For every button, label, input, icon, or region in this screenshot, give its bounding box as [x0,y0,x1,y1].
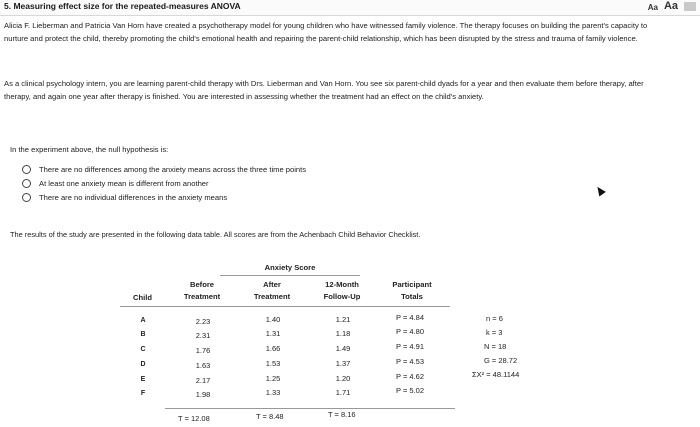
participant-total: P = 4.84 [396,313,425,322]
results-intro: The results of the study are presented in the following data table. All scores are from the Achenbach Child Behavior Checklist. [10,230,421,239]
font-increase-button[interactable]: Aa [663,0,678,12]
before-cell: 1.76 [195,346,211,355]
column-header-before [172,279,232,303]
answer-option-3[interactable] [22,190,306,204]
stat-G: G = 28.72 [484,356,518,365]
mouse-pointer-icon [594,185,606,197]
participant-total: P = 5.02 [396,386,425,395]
question-prompt: In the experiment above, the null hypothesis is: [10,145,169,154]
followup-cell: 1.20 [335,374,351,383]
header-rule [120,306,450,307]
followup-cell: 1.18 [335,329,351,338]
column-header-child: Child [133,293,152,302]
column-header-line: Follow-Up [323,292,361,301]
followup-cell: 1.37 [335,359,351,368]
followup-cell: 1.21 [335,315,351,324]
before-cell: 1.98 [195,390,211,399]
after-cell: 1.33 [265,388,281,397]
participant-total: P = 4.62 [396,372,425,381]
expand-icon[interactable] [684,2,696,11]
participant-total: P = 4.53 [396,357,425,366]
after-cell: 1.40 [265,315,281,324]
stat-N: N = 18 [484,342,507,351]
column-header-line: Treatment [253,292,291,301]
scenario-paragraph-2: As a clinical psychology intern, you are learning parent-child therapy with Drs. Lieberman and Van Horn. You see six parent-child dyads for a year and then evaluate them before therapy, after therapy, and again one year after therapy is finished. You are interested in assessing whether the treatment had an effect on the child's anxiety. [4,79,644,101]
child-label: B [140,331,146,338]
group-header: Anxiety Score [264,263,316,272]
answer-option-2[interactable] [22,176,306,190]
after-cell: 1.66 [265,344,281,353]
font-size-toggle[interactable] [648,0,678,12]
treatment-total-after: T = 8.48 [256,412,284,421]
column-header-followup [312,279,372,303]
answer-options [22,162,306,204]
radio-button[interactable] [22,193,31,202]
anxiety-data-table [120,262,550,427]
child-label: C [140,346,146,353]
after-cell: 1.25 [265,374,281,383]
answer-option-label: There are no differences among the anxiety means across the three time points [39,164,307,174]
question-header [0,0,700,16]
group-header-rule [220,275,360,276]
child-label: D [140,361,146,368]
participant-total: P = 4.80 [396,327,425,336]
column-header-line: After [263,280,281,289]
child-label: E [140,376,146,383]
before-cell: 2.17 [195,376,211,385]
column-header-line: Treatment [183,292,221,301]
answer-option-label: There are no individual differences in the anxiety means [39,192,228,202]
followup-cell: 1.49 [335,344,351,353]
before-cell: 2.31 [195,331,211,340]
column-header-line: Before [189,280,215,289]
answer-option-label: At least one anxiety mean is different from another [39,178,209,188]
column-header-totals [378,279,446,303]
participant-total: P = 4.91 [396,342,425,351]
column-header-line: 12-Month [325,280,359,289]
answer-option-1[interactable] [22,162,306,176]
after-cell: 1.31 [265,329,281,338]
after-cell: 1.53 [265,359,281,368]
treatment-total-before: T = 12.08 [178,414,210,423]
totals-rule [165,408,455,409]
stat-k: k = 3 [486,328,503,337]
column-header-after [242,279,302,303]
question-title: 5. Measuring effect size for the repeated-measures ANOVA [4,1,241,11]
column-header-line: Totals [401,292,423,301]
font-decrease-button[interactable]: Aa [647,3,658,12]
column-header-line: Participant [392,280,432,289]
followup-cell: 1.71 [335,388,351,397]
stat-n: n = 6 [486,314,503,323]
treatment-total-followup: T = 8.16 [328,410,356,419]
scenario-paragraph-1: Alicia F. Lieberman and Patricia Van Horn have created a psychotherapy model for young children who have witnessed family violence. The therapy focuses on building the parent's capacity to nurture and protect the child, thereby promoting the child's emotional health and repairing the parent-child relationship, which has been disrupted by the stress and trauma of family violence. [4,21,648,43]
child-label: A [140,317,146,324]
stat-sum-x-squared: ΣX² = 48.1144 [472,370,520,379]
before-cell: 1.63 [195,361,211,370]
child-label: F [140,390,146,397]
radio-button[interactable] [22,179,31,188]
before-cell: 2.23 [195,317,211,326]
radio-button[interactable] [22,165,31,174]
